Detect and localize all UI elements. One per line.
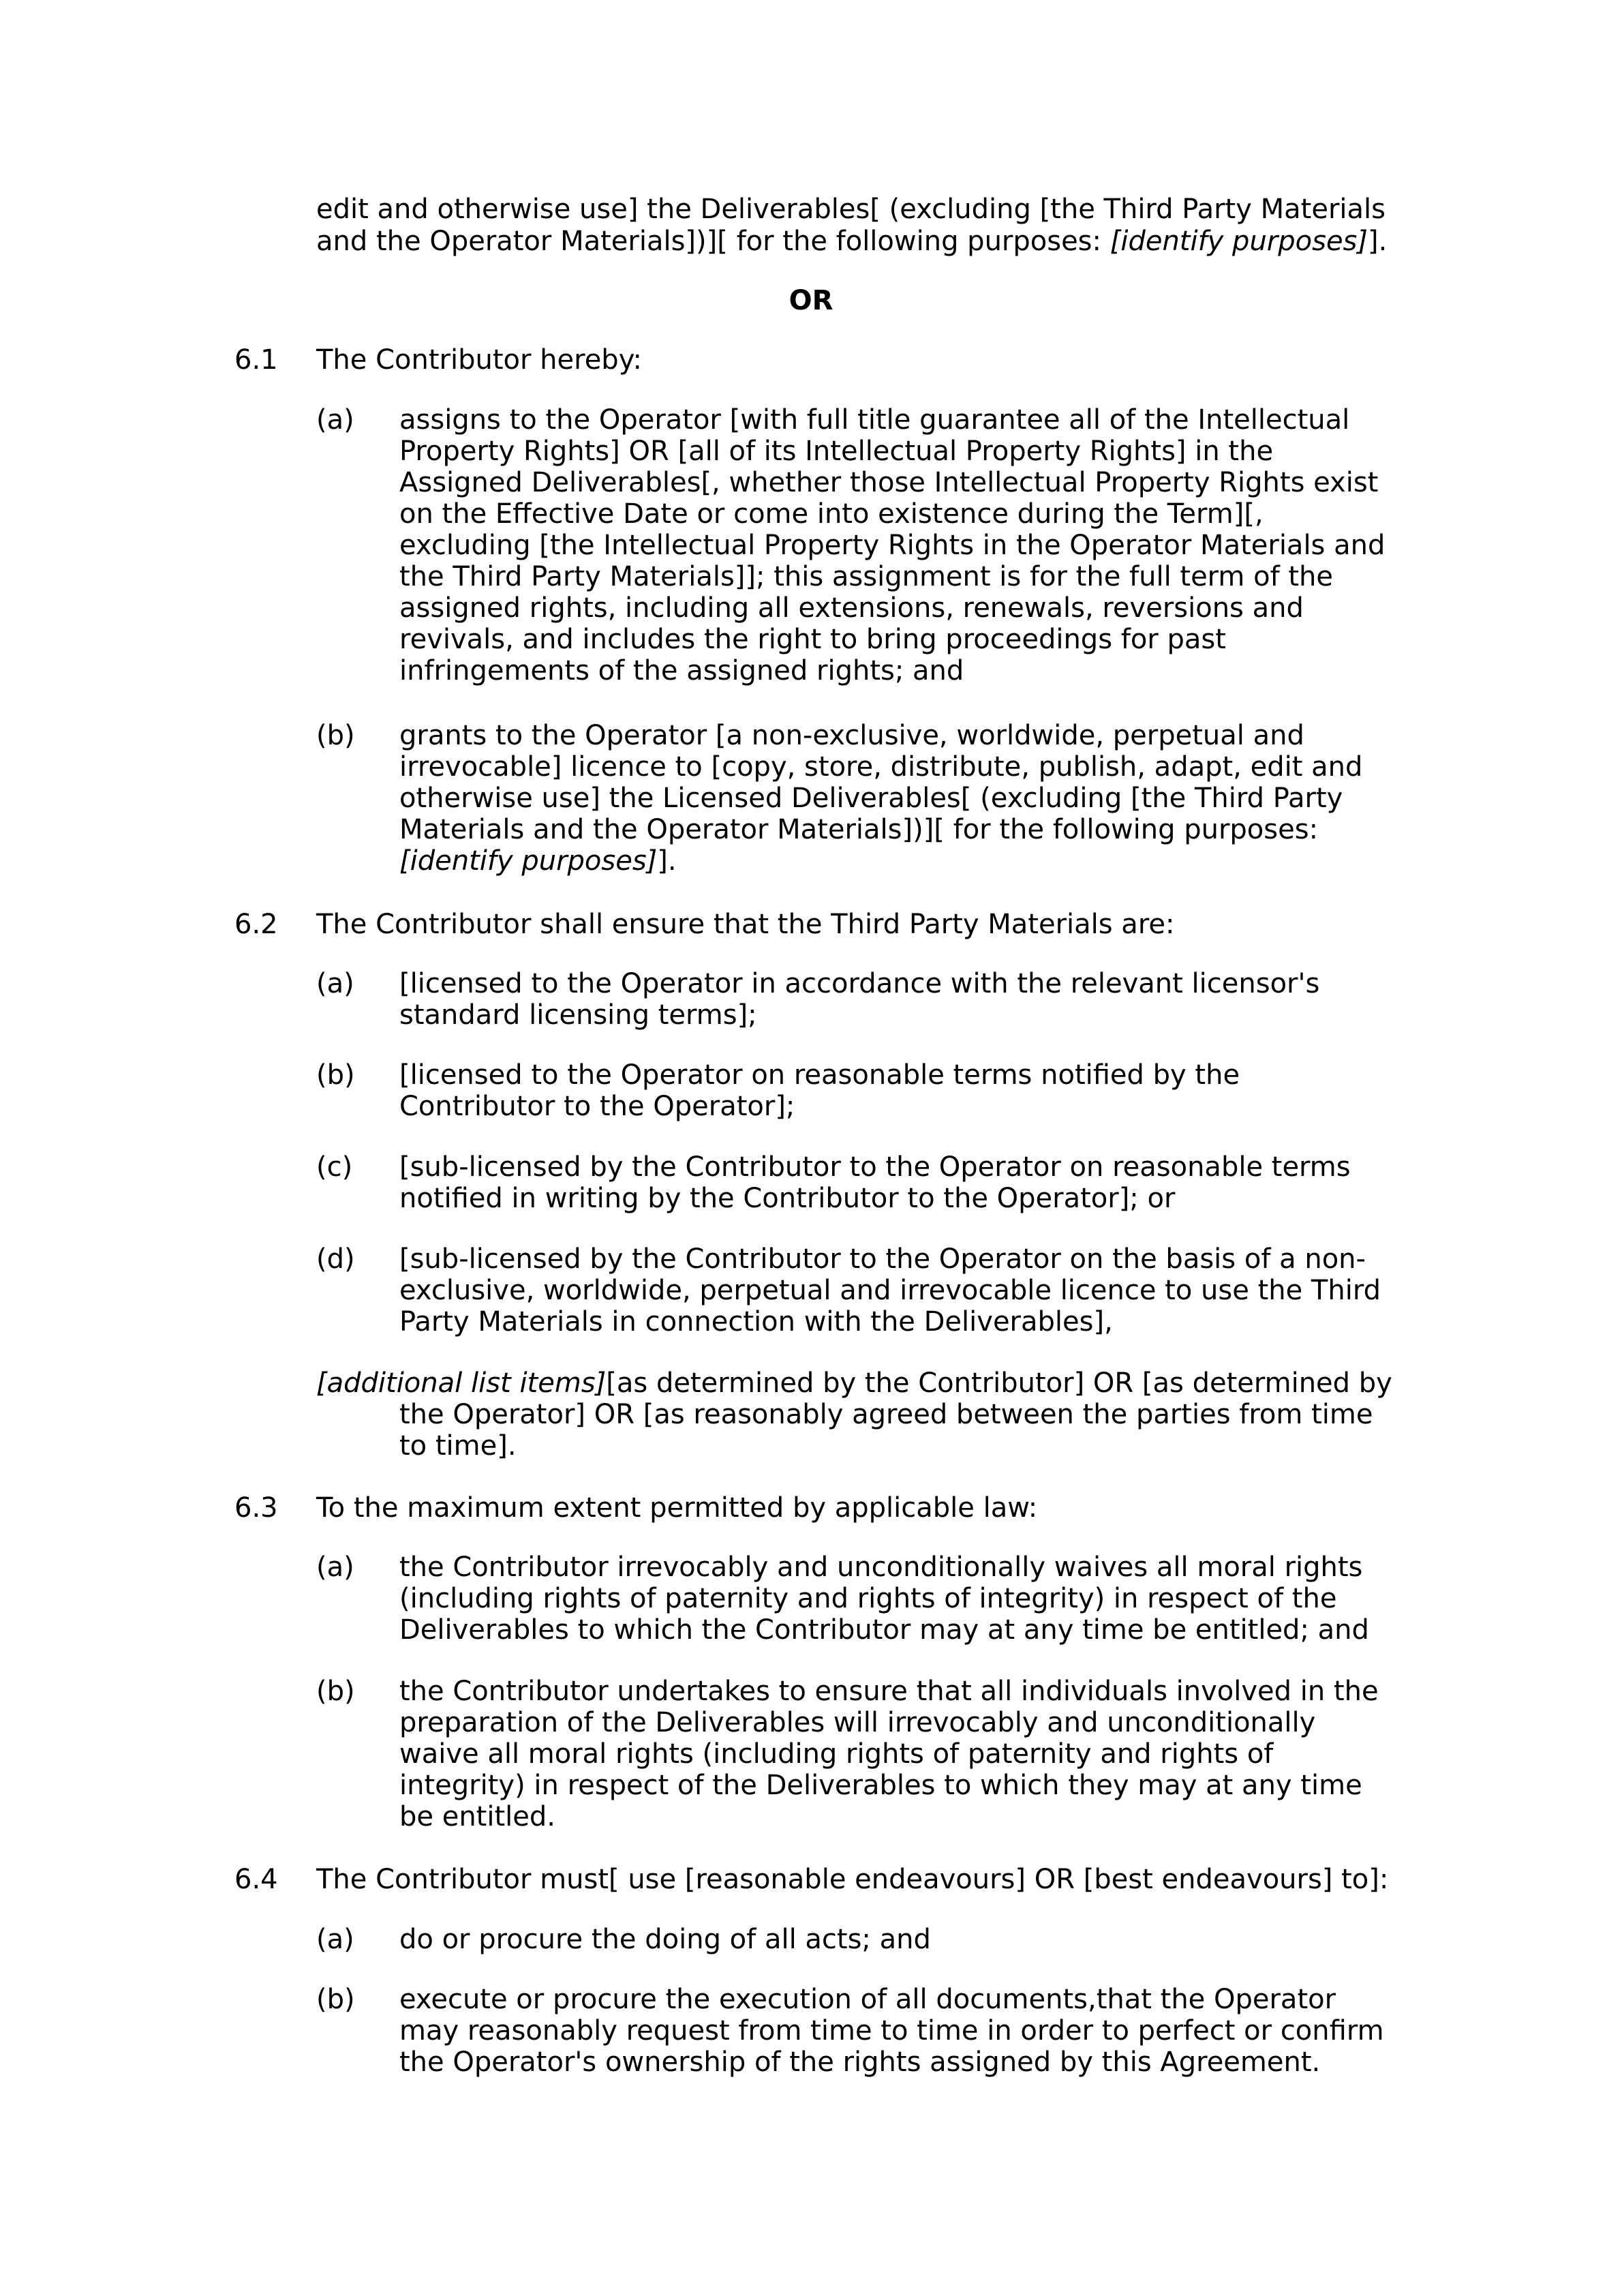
text-line: the Operator's ownership of the rights assigned by this Agreement. (399, 2046, 1321, 2078)
text-line: assigned rights, including all extensions, renewals, reversions and (399, 592, 1304, 624)
text-line: the Contributor undertakes to ensure that all individuals involved in the (399, 1676, 1379, 1707)
additional-list-items-continuation (399, 1399, 1373, 1462)
text-line: exclusive, worldwide, perpetual and irrevocable licence to use the Third (399, 1275, 1381, 1306)
clause-6-3-b-text (399, 1676, 1379, 1832)
intro-line-2: and the Operator Materials])][ for the following purposes: [identify purposes]]. (316, 226, 1388, 257)
text-line: integrity) in respect of the Deliverables to which they may at any time (399, 1770, 1362, 1801)
text-line: the Third Party Materials]]; this assignment is for the full term of the (399, 561, 1334, 592)
clause-6-1-b-text (399, 720, 1362, 877)
clause-6-1-a-text (399, 404, 1385, 686)
clause-6-3-text: To the maximum extent permitted by applicable law: (316, 1492, 1038, 1524)
text-line (399, 845, 1362, 877)
clause-6-2-c-label: (c) (316, 1151, 353, 1183)
clause-6-4-text: The Contributor must[ use [reasonable endeavours] OR [best endeavours] to]: (316, 1864, 1389, 1895)
text-line: (including rights of paternity and rights of integrity) in respect of the (399, 1583, 1337, 1614)
clause-6-4-b-text (399, 1984, 1384, 2078)
clause-6-2-text: The Contributor shall ensure that the Third Party Materials are: (316, 909, 1175, 940)
text-line: irrevocable] licence to [copy, store, distribute, publish, adapt, edit and (399, 751, 1363, 783)
text-line: [licensed to the Operator in accordance with the relevant licensor's (399, 968, 1320, 999)
clause-6-3-a-text (399, 1552, 1369, 1646)
text-line: Party Materials in connection with the Deliverables], (399, 1306, 1113, 1338)
text-line: do or procure the doing of all acts; and (399, 1924, 931, 1955)
clause-6-2-number: 6.2 (234, 909, 278, 940)
clause-6-2-d-text (399, 1243, 1381, 1338)
text-line: [sub-licensed by the Contributor to the Operator on reasonable terms (399, 1151, 1351, 1183)
italic-placeholder: [identify purposes] (399, 845, 658, 877)
intro-italic: [identify purposes] (1110, 226, 1368, 257)
text-line: standard licensing terms]; (399, 999, 757, 1031)
intro-line-1: edit and otherwise use] the Deliverables[ (excluding [the Third Party Materials (316, 194, 1386, 225)
text-line: execute or procure the execution of all documents,that the Operator (399, 1984, 1336, 2015)
text-line: [licensed to the Operator on reasonable terms notified by the (399, 1059, 1240, 1091)
text-line: Assigned Deliverables[, whether those Intellectual Property Rights exist (399, 467, 1379, 498)
text-line: infringements of the assigned rights; and (399, 655, 964, 686)
or-heading: OR (789, 285, 833, 316)
clause-6-1-b-label: (b) (316, 720, 355, 751)
clause-6-2-b-text (399, 1059, 1240, 1122)
text-line: Contributor to the Operator]; (399, 1091, 795, 1122)
text-line: preparation of the Deliverables will irrevocably and unconditionally (399, 1707, 1316, 1738)
clause-6-4-a-text (399, 1924, 931, 1955)
clause-6-2-a-label: (a) (316, 968, 354, 999)
clause-6-1-number: 6.1 (234, 344, 278, 376)
clause-6-2-d-label: (d) (316, 1243, 355, 1275)
text-line: the Operator] OR [as reasonably agreed between the parties from time (399, 1399, 1373, 1430)
clause-6-2-b-label: (b) (316, 1059, 355, 1091)
clause-6-2-a-text (399, 968, 1319, 1031)
text-line: revivals, and includes the right to bring proceedings for past (399, 624, 1226, 655)
text-line: to time]. (399, 1430, 517, 1462)
clause-6-4-b-label: (b) (316, 1984, 355, 2015)
text-tail: ]. (657, 845, 677, 877)
text-line: Property Rights] OR [all of its Intellectual Property Rights] in the (399, 436, 1274, 467)
clause-6-1-text: The Contributor hereby: (316, 344, 642, 376)
text-line: Deliverables to which the Contributor may at any time be entitled; and (399, 1614, 1369, 1646)
text-tail: [as determined by the Contributor] OR [as determined by (606, 1368, 1392, 1399)
text-line: excluding [the Intellectual Property Rights in the Operator Materials and (399, 530, 1386, 561)
text-line: otherwise use] the Licensed Deliverables[ (excluding [the Third Party (399, 783, 1343, 814)
text-line: Materials and the Operator Materials])][ for the following purposes: (399, 814, 1319, 845)
text-line: notified in writing by the Contributor to the Operator]; or (399, 1183, 1176, 1214)
text-line: may reasonably request from time to time in order to perfect or confirm (399, 2015, 1384, 2046)
clause-6-3-a-label: (a) (316, 1552, 354, 1583)
text-line: assigns to the Operator [with full title guarantee all of the Intellectual (399, 404, 1350, 436)
italic-placeholder: [additional list items] (316, 1368, 607, 1399)
text-line: [sub-licensed by the Contributor to the Operator on the basis of a non- (399, 1243, 1366, 1275)
text-line: waive all moral rights (including rights of paternity and rights of (399, 1738, 1274, 1770)
additional-list-items-line (316, 1368, 1392, 1399)
text-line: grants to the Operator [a non-exclusive, worldwide, perpetual and (399, 720, 1304, 751)
clause-6-4-a-label: (a) (316, 1924, 354, 1955)
clause-6-3-number: 6.3 (234, 1492, 278, 1524)
clause-6-4-number: 6.4 (234, 1864, 278, 1895)
text-line: on the Effective Date or come into existence during the Term][, (399, 498, 1264, 530)
text-line: be entitled. (399, 1801, 555, 1832)
clause-6-2-c-text (399, 1151, 1351, 1214)
clause-6-3-b-label: (b) (316, 1676, 355, 1707)
clause-6-1-a-label: (a) (316, 404, 354, 436)
text-line: the Contributor irrevocably and unconditionally waives all moral rights (399, 1552, 1363, 1583)
